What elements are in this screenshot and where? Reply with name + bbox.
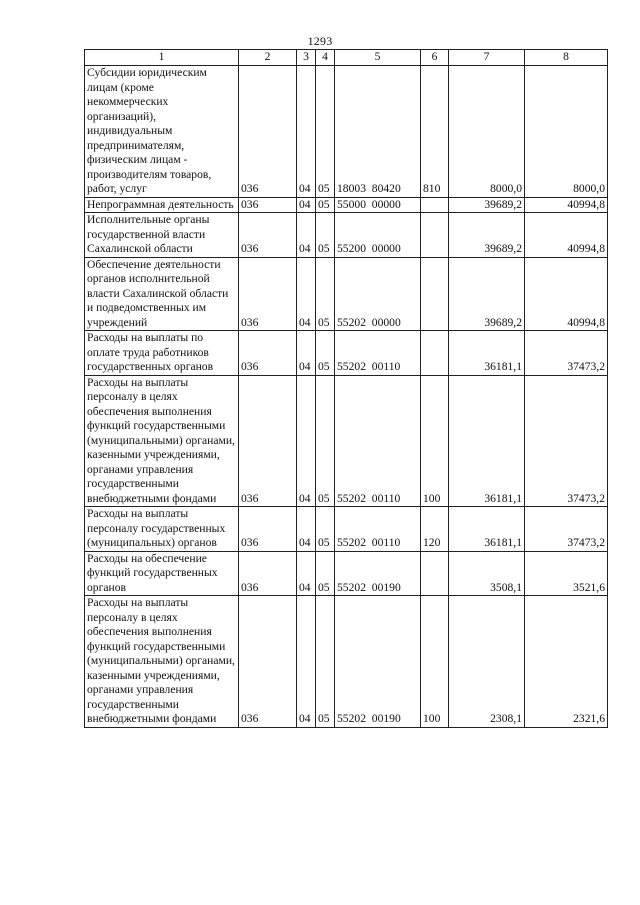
- row-name: Исполнительные органы государственной власти Сахалинской области: [85, 213, 239, 258]
- row-value-8: 2321,6: [525, 596, 608, 728]
- table-row: [85, 66, 608, 198]
- row-code: 036: [239, 375, 297, 507]
- row-subsection: 05: [316, 66, 335, 198]
- row-type: 100: [421, 375, 449, 507]
- row-subsection: 05: [316, 507, 335, 552]
- row-code: 036: [239, 331, 297, 376]
- row-target: 18003 80420: [335, 66, 421, 198]
- page-number: 1293: [307, 34, 333, 48]
- row-value-8: 8000,0: [525, 66, 608, 198]
- row-subsection: 05: [316, 551, 335, 596]
- table-row: [85, 596, 608, 728]
- row-type: [421, 551, 449, 596]
- row-code: 036: [239, 551, 297, 596]
- column-header: 4: [316, 50, 335, 66]
- row-target: 55202 00000: [335, 257, 421, 331]
- row-code: 036: [239, 507, 297, 552]
- row-name: Расходы на обеспечение функций государственных органов: [85, 551, 239, 596]
- row-subsection: 05: [316, 596, 335, 728]
- row-value-8: 37473,2: [525, 375, 608, 507]
- row-target: 55000 00000: [335, 197, 421, 213]
- row-type: [421, 257, 449, 331]
- row-target: 55202 00110: [335, 507, 421, 552]
- row-value-7: 3508,1: [449, 551, 525, 596]
- row-type: [421, 197, 449, 213]
- row-section: 04: [297, 507, 316, 552]
- row-value-8: 37473,2: [525, 331, 608, 376]
- row-name: Расходы на выплаты персоналу в целях обеспечения выполнения функций государственными (муниципальными) органами, казенными учреждениями, органами управления государственными внебюджетными фондами: [85, 596, 239, 728]
- column-header: 2: [239, 50, 297, 66]
- table-row: [85, 375, 608, 507]
- row-code: 036: [239, 596, 297, 728]
- row-code: 036: [239, 66, 297, 198]
- row-section: 04: [297, 257, 316, 331]
- row-value-8: 3521,6: [525, 551, 608, 596]
- table-row: [85, 257, 608, 331]
- row-name: Обеспечение деятельности органов исполнительной власти Сахалинской области и подведомственных им учреждений: [85, 257, 239, 331]
- column-header: 8: [525, 50, 608, 66]
- row-value-7: 36181,1: [449, 331, 525, 376]
- row-type: 810: [421, 66, 449, 198]
- row-type: 120: [421, 507, 449, 552]
- row-target: 55202 00110: [335, 331, 421, 376]
- row-target: 55200 00000: [335, 213, 421, 258]
- row-section: 04: [297, 375, 316, 507]
- table-row: [85, 197, 608, 213]
- column-header: 3: [297, 50, 316, 66]
- row-section: 04: [297, 66, 316, 198]
- row-value-8: 37473,2: [525, 507, 608, 552]
- row-section: 04: [297, 596, 316, 728]
- row-value-8: 40994,8: [525, 257, 608, 331]
- row-value-7: 36181,1: [449, 507, 525, 552]
- row-section: 04: [297, 213, 316, 258]
- row-subsection: 05: [316, 213, 335, 258]
- row-type: [421, 213, 449, 258]
- table-row: [85, 507, 608, 552]
- row-value-7: 39689,2: [449, 213, 525, 258]
- row-value-7: 36181,1: [449, 375, 525, 507]
- row-subsection: 05: [316, 197, 335, 213]
- column-header: 1: [85, 50, 239, 66]
- row-value-7: 39689,2: [449, 197, 525, 213]
- row-name: Непрограммная деятельность: [85, 197, 239, 213]
- row-value-7: 39689,2: [449, 257, 525, 331]
- row-code: 036: [239, 257, 297, 331]
- row-target: 55202 00190: [335, 596, 421, 728]
- column-header: 6: [421, 50, 449, 66]
- column-header: 7: [449, 50, 525, 66]
- row-section: 04: [297, 551, 316, 596]
- header-row: [85, 50, 608, 66]
- row-target: 55202 00110: [335, 375, 421, 507]
- table-row: [85, 213, 608, 258]
- row-section: 04: [297, 331, 316, 376]
- row-target: 55202 00190: [335, 551, 421, 596]
- row-value-8: 40994,8: [525, 213, 608, 258]
- row-value-7: 2308,1: [449, 596, 525, 728]
- row-name: Расходы на выплаты персоналу государственных (муниципальных) органов: [85, 507, 239, 552]
- row-type: 100: [421, 596, 449, 728]
- table-row: [85, 551, 608, 596]
- row-type: [421, 331, 449, 376]
- table-row: [85, 331, 608, 376]
- row-subsection: 05: [316, 257, 335, 331]
- row-code: 036: [239, 213, 297, 258]
- row-code: 036: [239, 197, 297, 213]
- row-subsection: 05: [316, 375, 335, 507]
- row-subsection: 05: [316, 331, 335, 376]
- column-header: 5: [335, 50, 421, 66]
- row-name: Субсидии юридическим лицам (кроме некоммерческих организаций), индивидуальным предпринимателям, физическим лицам - производителям товаров, работ, услуг: [85, 66, 239, 198]
- budget-table: [84, 49, 608, 728]
- row-value-8: 40994,8: [525, 197, 608, 213]
- row-name: Расходы на выплаты персоналу в целях обеспечения выполнения функций государственными (муниципальными) органами, казенными учреждениями, органами управления государственными внебюджетными фондами: [85, 375, 239, 507]
- row-section: 04: [297, 197, 316, 213]
- row-name: Расходы на выплаты по оплате труда работников государственных органов: [85, 331, 239, 376]
- row-value-7: 8000,0: [449, 66, 525, 198]
